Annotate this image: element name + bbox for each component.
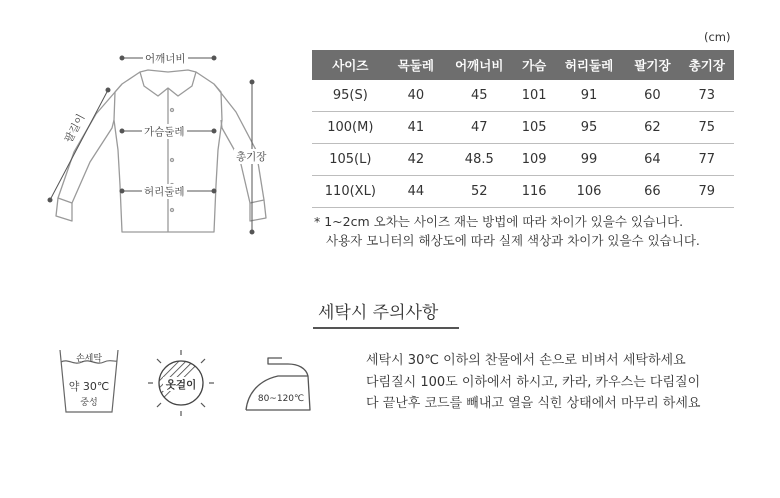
table-cell: 52 xyxy=(443,176,515,208)
washing-title: 세탁시 주의사항 xyxy=(318,303,439,323)
shirt-diagram xyxy=(0,0,300,260)
table-row xyxy=(312,80,734,112)
size-note-line-1: * 1~2cm 오차는 사이즈 재는 방법에 따라 차이가 있을수 있습니다. xyxy=(314,214,684,229)
care-line-2: 다림질시 100도 이하에서 하시고, 카라, 카우스는 다림질이 xyxy=(366,374,701,390)
table-cell: 106 xyxy=(553,176,625,208)
table-cell: 101 xyxy=(516,80,553,112)
washing-title-underline xyxy=(313,327,459,329)
table-cell: 100(M) xyxy=(312,112,389,144)
care-line-1: 세탁시 30℃ 이하의 찬물에서 손으로 비벼서 세탁하세요 xyxy=(366,353,686,368)
table-cell: 73 xyxy=(680,80,734,112)
care-line-3: 다 끝난후 코드를 빼내고 열을 식힌 상태에서 마무리 하세요 xyxy=(366,396,701,411)
handwash-temp-label: 약 30℃ xyxy=(68,380,110,393)
table-cell: 110(XL) xyxy=(312,176,389,208)
care-instructions xyxy=(366,350,700,415)
table-cell: 62 xyxy=(625,112,679,144)
header-neck: 목둘레 xyxy=(389,50,443,80)
chest-label: 가슴둘레 xyxy=(144,126,185,138)
size-note-line-2: 사용자 모니터의 해상도에 따라 실제 색상과 차이가 있을수 있습니다. xyxy=(326,233,700,248)
header-size: 사이즈 xyxy=(312,50,389,80)
iron-icon xyxy=(242,352,316,414)
table-row xyxy=(312,112,734,144)
table-cell: 47 xyxy=(443,112,515,144)
hanger-dry-label: 옷걸이 xyxy=(165,379,197,391)
table-cell: 105(L) xyxy=(312,144,389,176)
waist-label: 허리둘레 xyxy=(144,186,185,198)
header-length: 총기장 xyxy=(680,50,734,80)
table-cell: 116 xyxy=(516,176,553,208)
size-table-header-row xyxy=(312,50,734,80)
table-cell: 99 xyxy=(553,144,625,176)
table-cell: 95(S) xyxy=(312,80,389,112)
table-cell: 95 xyxy=(553,112,625,144)
table-cell: 91 xyxy=(553,80,625,112)
table-cell: 64 xyxy=(625,144,679,176)
table-cell: 41 xyxy=(389,112,443,144)
total-length-label: 총기장 xyxy=(236,151,267,163)
table-cell: 66 xyxy=(625,176,679,208)
header-chest: 가슴 xyxy=(516,50,553,80)
table-cell: 105 xyxy=(516,112,553,144)
unit-label: (cm) xyxy=(704,30,731,44)
table-row xyxy=(312,176,734,208)
table-cell: 109 xyxy=(516,144,553,176)
size-note xyxy=(314,212,700,250)
hanger-dry-icon xyxy=(144,346,218,420)
table-cell: 42 xyxy=(389,144,443,176)
header-sleeve: 팔기장 xyxy=(625,50,679,80)
handwash-icon xyxy=(52,348,126,416)
header-waist: 허리둘레 xyxy=(553,50,625,80)
table-cell: 77 xyxy=(680,144,734,176)
shoulder-width-label: 어깨너비 xyxy=(145,53,186,65)
table-cell: 75 xyxy=(680,112,734,144)
table-cell: 79 xyxy=(680,176,734,208)
table-cell: 40 xyxy=(389,80,443,112)
iron-temp-label: 80~120℃ xyxy=(257,394,305,404)
sleeve-length-label: 팔길이 xyxy=(60,110,89,147)
table-cell: 44 xyxy=(389,176,443,208)
header-shoulder: 어깨너비 xyxy=(443,50,515,80)
table-cell: 60 xyxy=(625,80,679,112)
handwash-top-label: 손세탁 xyxy=(75,354,103,364)
table-cell: 45 xyxy=(443,80,515,112)
table-cell: 48.5 xyxy=(443,144,515,176)
size-table xyxy=(312,50,734,208)
handwash-bottom-label: 중성 xyxy=(80,398,98,408)
table-row xyxy=(312,144,734,176)
